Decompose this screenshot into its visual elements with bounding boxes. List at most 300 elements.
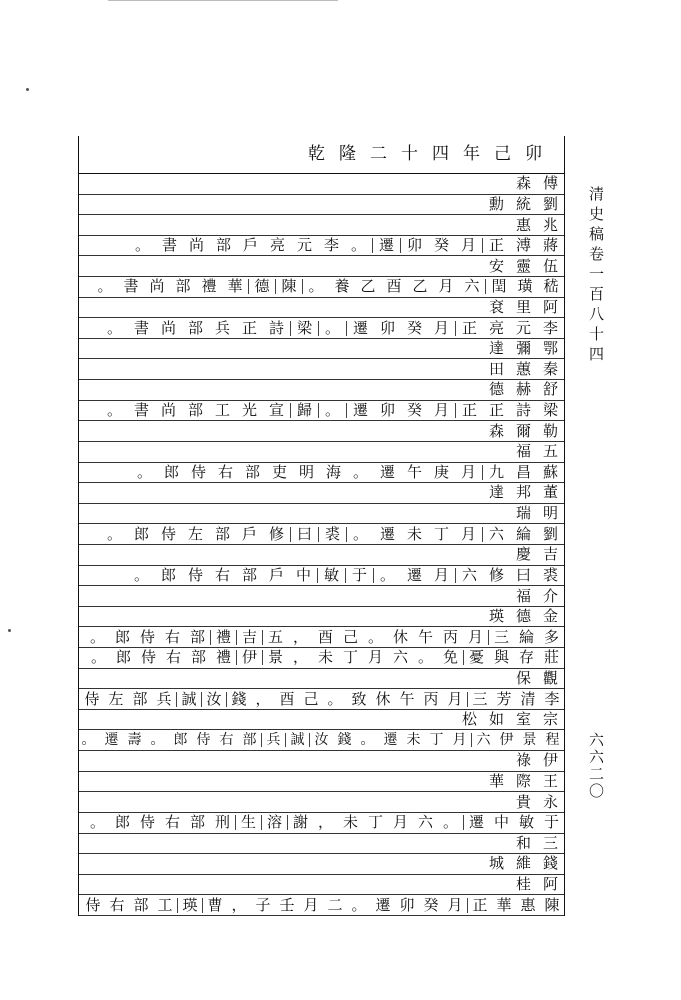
entry-char: 惠 xyxy=(515,215,531,234)
entry-char: 城 xyxy=(488,854,504,873)
entry-char: 月 xyxy=(433,401,449,420)
entry-char: 郎 xyxy=(133,524,149,543)
entry-char: 明 xyxy=(298,462,314,481)
entry-char: 己 xyxy=(342,627,358,646)
entry-char: 部 xyxy=(244,462,260,481)
table-row xyxy=(79,689,564,710)
entry-char: 侍 xyxy=(140,648,156,667)
entry-char: 誠 xyxy=(176,692,201,707)
entry-char: 養 xyxy=(334,277,350,296)
entry-char: 室 xyxy=(515,710,531,729)
entry-char: 侍 xyxy=(160,524,176,543)
entry-char: 錢 xyxy=(337,732,352,749)
table-row xyxy=(79,174,564,195)
entry-char: 靈 xyxy=(515,256,531,275)
entry-char: 五 xyxy=(542,442,558,461)
entry-char: 遷 xyxy=(372,238,400,253)
table-row xyxy=(79,813,564,834)
entry-char: 金 xyxy=(542,607,558,626)
table-row xyxy=(79,545,564,566)
table-row xyxy=(79,401,564,422)
entry-char: 休 xyxy=(375,689,391,708)
entry-char: 兵 xyxy=(156,689,172,708)
table-row xyxy=(79,792,564,813)
entry-char: 刑 xyxy=(214,813,230,832)
entry-char: 月 xyxy=(447,689,463,708)
entry-char: ， xyxy=(317,813,333,832)
entry-char: 昌 xyxy=(515,462,531,481)
entry-char: 田 xyxy=(488,359,504,378)
entry-char: 月 xyxy=(452,732,467,749)
entry-char: 中 xyxy=(493,813,509,832)
entry-char: 溶 xyxy=(261,815,287,830)
entry-char: 阿 xyxy=(542,875,558,894)
table-row xyxy=(79,854,564,875)
entry-char: 遷 xyxy=(346,321,374,336)
entry-char: 郎 xyxy=(114,813,130,832)
entry-char: 兆 xyxy=(542,215,558,234)
entry-char: 月 xyxy=(367,648,383,667)
entry-char: ， xyxy=(292,648,308,667)
entry-char: 宗 xyxy=(542,710,558,729)
entry-char: 蔣 xyxy=(542,236,558,255)
entry-char: 如 xyxy=(488,710,504,729)
entry-char: 維 xyxy=(515,854,531,873)
entry-char: 與 xyxy=(493,648,509,667)
table-row xyxy=(79,360,564,381)
entry-char: 華 xyxy=(496,895,512,914)
entry-char: 。 xyxy=(417,648,433,667)
entry-char: 郎 xyxy=(163,462,179,481)
entry-char: 侍 xyxy=(196,732,211,749)
entry-char: 舒 xyxy=(542,380,558,399)
entry-char: 癸 xyxy=(406,401,422,420)
entry-char: 彌 xyxy=(515,339,531,358)
entry-char: 秦 xyxy=(542,359,558,378)
entry-char: 侍 xyxy=(190,462,206,481)
entry-char: 。 xyxy=(352,462,368,481)
entry-char: 部 xyxy=(133,895,149,914)
entry-char: 邦 xyxy=(515,483,531,502)
table-row xyxy=(79,875,564,896)
table-row xyxy=(79,524,564,545)
entry-char: 。 xyxy=(351,895,367,914)
table-row xyxy=(79,648,564,669)
entry-char: 左 xyxy=(187,524,203,543)
entry-char: 錢 xyxy=(226,692,251,707)
entry-char: 丁 xyxy=(433,524,449,543)
entry-char: 癸 xyxy=(406,318,422,337)
table-row xyxy=(79,731,564,752)
entry-char: 九 xyxy=(482,465,510,480)
table-row xyxy=(79,751,564,772)
entry-char: 貴 xyxy=(515,792,531,811)
entry-char: 程 xyxy=(545,732,560,749)
entry-char: 。 xyxy=(318,403,346,418)
scan-speck xyxy=(26,88,29,91)
entry-char: 蕙 xyxy=(515,359,531,378)
entry-char: 。 xyxy=(133,565,149,584)
table-row xyxy=(79,586,564,607)
entry-char: 遷 xyxy=(375,895,391,914)
entry-char: 李 xyxy=(542,318,558,337)
entry-char: 嵇 xyxy=(543,277,559,296)
entry-char: 華 xyxy=(227,277,243,296)
entry-char: 月 xyxy=(460,236,476,255)
entry-char: 中 xyxy=(295,565,311,584)
entry-char: 敏 xyxy=(518,813,534,832)
entry-char: 亮 xyxy=(488,318,504,337)
entry-char: 勳 xyxy=(488,194,504,213)
entry-char: 敏 xyxy=(317,568,345,583)
entry-char: 安 xyxy=(488,256,504,275)
entry-char: 汝 xyxy=(201,692,226,707)
entry-char: 乙 xyxy=(360,277,376,296)
table-header-row xyxy=(79,136,564,174)
entry-char: 六 xyxy=(471,733,495,747)
entry-char: 書 xyxy=(133,401,149,420)
entry-char: 。 xyxy=(97,277,113,296)
entry-char: 華 xyxy=(488,772,504,791)
entry-char: 。 xyxy=(327,689,343,708)
scan-speck xyxy=(8,629,11,632)
table-row xyxy=(79,421,564,442)
entry-char: 酉 xyxy=(317,627,333,646)
entry-char: 王 xyxy=(542,772,558,791)
entry-char: 遷 xyxy=(463,815,489,830)
entry-char: 德 xyxy=(488,380,504,399)
entry-char: 劉 xyxy=(542,194,558,213)
table-row xyxy=(79,566,564,587)
entry-char: 德 xyxy=(515,607,531,626)
entry-char: 。 xyxy=(106,401,122,420)
table-row xyxy=(79,215,564,236)
entry-char: 郎 xyxy=(114,627,130,646)
entry-char: 爾 xyxy=(515,421,531,440)
entry-char: 侍 xyxy=(84,689,100,708)
entry-char: 部 xyxy=(241,565,257,584)
entry-char: 景 xyxy=(262,650,288,665)
entry-char: 福 xyxy=(515,442,531,461)
entry-char: 月 xyxy=(433,565,449,584)
entry-char: 尚 xyxy=(160,401,176,420)
entry-char: 際 xyxy=(515,772,531,791)
entry-char: 卯 xyxy=(400,238,428,253)
entry-char: 兵 xyxy=(214,318,230,337)
entry-char: 左 xyxy=(108,689,124,708)
entry-char: 右 xyxy=(217,462,233,481)
entry-char: 戶 xyxy=(242,236,258,255)
entry-char: 午 xyxy=(417,627,433,646)
entry-char: 于 xyxy=(345,568,373,583)
entry-char: 。 xyxy=(89,813,105,832)
entry-char: 尚 xyxy=(149,277,165,296)
entry-char: 兵 xyxy=(261,733,285,747)
entry-char: 庚 xyxy=(433,462,449,481)
entry-char: 部 xyxy=(175,277,191,296)
entry-char: 月 xyxy=(467,627,483,646)
entry-char: 未 xyxy=(317,648,333,667)
entry-char: 未 xyxy=(406,524,422,543)
table-row xyxy=(79,463,564,484)
entry-char: 遷 xyxy=(346,403,374,418)
entry-char: 月 xyxy=(447,895,463,914)
entry-char: 己 xyxy=(303,689,319,708)
entry-char: 松 xyxy=(461,710,477,729)
entry-char: 惠 xyxy=(520,895,536,914)
entry-char: 丙 xyxy=(442,627,458,646)
entry-char: 莊 xyxy=(543,648,559,667)
entry-char: 二 xyxy=(327,895,343,914)
entry-char: 午 xyxy=(406,462,422,481)
entry-char: 阿 xyxy=(542,297,558,316)
entry-char: 梁 xyxy=(542,401,558,420)
entry-char: 禮 xyxy=(210,630,236,645)
entry-char: 休 xyxy=(392,627,408,646)
entry-char: 憂 xyxy=(463,650,489,665)
entry-char: 部 xyxy=(189,627,205,646)
entry-char: 歸 xyxy=(290,403,318,418)
entry-char: 部 xyxy=(189,813,205,832)
entry-char: 達 xyxy=(488,339,504,358)
table-row xyxy=(79,772,564,793)
entry-char: 。 xyxy=(89,627,105,646)
entry-char: 六 xyxy=(482,527,510,542)
entry-char: 書 xyxy=(161,236,177,255)
entry-char: 禮 xyxy=(201,277,217,296)
entry-char: 吏 xyxy=(271,462,287,481)
entry-char: 瑛 xyxy=(177,898,202,913)
entry-char: 月 xyxy=(433,318,449,337)
entry-char: 部 xyxy=(187,401,203,420)
entry-char: 多 xyxy=(543,627,559,646)
entry-char: 右 xyxy=(214,565,230,584)
entry-char: 于 xyxy=(543,813,559,832)
entry-char: 月 xyxy=(460,524,476,543)
entry-char: 生 xyxy=(235,815,261,830)
entry-char: 正 xyxy=(241,318,257,337)
entry-char: 森 xyxy=(488,421,504,440)
entry-char: 戶 xyxy=(241,524,257,543)
entry-char: 郎 xyxy=(160,565,176,584)
entry-char: 李 xyxy=(323,236,339,255)
entry-char: 璜 xyxy=(517,277,533,296)
entry-char: 工 xyxy=(157,895,173,914)
entry-char: 部 xyxy=(214,524,230,543)
entry-char: 。 xyxy=(134,236,150,255)
entry-char: 鄂 xyxy=(542,339,558,358)
entry-char: 永 xyxy=(542,792,558,811)
entry-char: 。 xyxy=(373,568,401,583)
entry-char: 酉 xyxy=(386,277,402,296)
entry-char: 伊 xyxy=(542,751,558,770)
entry-char: 劉 xyxy=(542,524,558,543)
entry-char: 六 xyxy=(464,277,480,296)
entry-char: 陳 xyxy=(544,895,560,914)
entry-char: 錢 xyxy=(542,854,558,873)
entry-char: 正 xyxy=(455,321,483,336)
entry-char: 曹 xyxy=(202,898,227,913)
entry-char: 癸 xyxy=(423,895,439,914)
entry-char: 遷 xyxy=(383,732,398,749)
entry-char: 。 xyxy=(360,732,375,749)
entry-char: 光 xyxy=(241,401,257,420)
entry-char: 未 xyxy=(342,813,358,832)
entry-char: 詩 xyxy=(268,318,284,337)
entry-char: 綸 xyxy=(515,524,531,543)
scan-edge-line xyxy=(108,0,338,1)
table-row xyxy=(79,669,564,690)
entry-char: 丁 xyxy=(429,732,444,749)
year-header: 乾隆二十四年己卯 xyxy=(308,144,556,164)
table-row xyxy=(79,195,564,216)
entry-char: 觀 xyxy=(542,668,558,687)
entry-char: 侍 xyxy=(139,627,155,646)
table-row xyxy=(79,298,564,319)
entry-char: 伍 xyxy=(542,256,558,275)
entry-char: 三 xyxy=(542,833,558,852)
entry-char: 裘 xyxy=(318,527,346,542)
entry-char: 書 xyxy=(123,277,139,296)
entry-char: 介 xyxy=(542,586,558,605)
entry-char: 梁 xyxy=(290,321,318,336)
entry-char: 月 xyxy=(303,895,319,914)
entry-char: 禮 xyxy=(215,648,231,667)
entry-char: 清 xyxy=(520,689,536,708)
entry-char: 免 xyxy=(442,648,458,667)
table-row xyxy=(79,834,564,855)
entry-char: 六 xyxy=(392,648,408,667)
entry-char: 謝 xyxy=(287,815,313,830)
table-row xyxy=(79,627,564,648)
entry-char: 。 xyxy=(302,279,329,294)
entry-char: 瑛 xyxy=(488,607,504,626)
entry-char: 溥 xyxy=(515,236,531,255)
entry-char: 正 xyxy=(455,403,483,418)
entry-char: 。 xyxy=(90,648,106,667)
entry-char: 正 xyxy=(467,898,492,913)
table-row xyxy=(79,504,564,525)
entry-char: 右 xyxy=(164,813,180,832)
entry-char: 修 xyxy=(268,524,284,543)
entry-char: 遷 xyxy=(406,565,422,584)
entry-char: 董 xyxy=(542,483,558,502)
entry-char: 明 xyxy=(542,504,558,523)
entry-char: 瑞 xyxy=(515,504,531,523)
entry-char: 。 xyxy=(346,527,374,542)
table-row xyxy=(79,380,564,401)
entry-char: 致 xyxy=(351,689,367,708)
table-row xyxy=(79,236,564,257)
entry-char: 蘇 xyxy=(542,462,558,481)
entry-char: 李 xyxy=(544,689,560,708)
entry-char: 五 xyxy=(262,630,288,645)
entry-char: 部 xyxy=(215,236,231,255)
entry-char: 。 xyxy=(106,524,122,543)
entry-char: 修 xyxy=(488,565,504,584)
page-number: 六六二〇 xyxy=(587,732,605,800)
entry-char: 赫 xyxy=(515,380,531,399)
entry-char: 月 xyxy=(392,813,408,832)
entry-char: 戶 xyxy=(268,565,284,584)
entry-char: ， xyxy=(255,689,271,708)
entry-char: 曰 xyxy=(290,527,318,542)
entry-char: 。 xyxy=(442,813,458,832)
table-row xyxy=(79,710,564,731)
entry-char: 午 xyxy=(399,689,415,708)
table-row xyxy=(79,318,564,339)
entry-char: 正 xyxy=(482,238,510,253)
entry-char: 書 xyxy=(133,318,149,337)
entry-char: 景 xyxy=(522,732,537,749)
entry-char: 部 xyxy=(132,689,148,708)
entry-char: ， xyxy=(231,895,247,914)
entry-char: 未 xyxy=(406,732,421,749)
entry-char: 丁 xyxy=(367,813,383,832)
entry-char: 。 xyxy=(106,318,122,337)
entry-char: 乙 xyxy=(412,277,428,296)
entry-char: 德 xyxy=(248,279,275,294)
entry-char: 袞 xyxy=(488,297,504,316)
entry-char: 卯 xyxy=(379,401,395,420)
entry-char: 侍 xyxy=(187,565,203,584)
table-row xyxy=(79,442,564,463)
entry-char: 詩 xyxy=(515,401,531,420)
table-row xyxy=(79,277,564,298)
entry-char: ， xyxy=(292,627,308,646)
entry-char: 吉 xyxy=(236,630,262,645)
entry-char: 里 xyxy=(515,297,531,316)
entry-char: 。 xyxy=(318,321,346,336)
entry-char: 曰 xyxy=(515,565,531,584)
entry-char: 統 xyxy=(515,194,531,213)
entry-char: 部 xyxy=(242,732,257,749)
entry-char: 三 xyxy=(467,692,492,707)
entry-char: 酉 xyxy=(279,689,295,708)
entry-char: 誠 xyxy=(285,733,309,747)
entry-char: 侍 xyxy=(85,895,101,914)
entry-char: 綸 xyxy=(518,627,534,646)
entry-char: 右 xyxy=(219,732,234,749)
entry-char: 壽 xyxy=(127,732,142,749)
entry-char: 尚 xyxy=(160,318,176,337)
entry-char: 陳 xyxy=(275,279,302,294)
entry-char: 工 xyxy=(214,401,230,420)
entry-char: 三 xyxy=(488,630,514,645)
entry-char: 遷 xyxy=(104,732,119,749)
entry-char: 元 xyxy=(296,236,312,255)
entry-char: 桂 xyxy=(515,875,531,894)
entry-char: 部 xyxy=(187,318,203,337)
entry-char: 勒 xyxy=(542,421,558,440)
entry-char: 傅 xyxy=(542,174,558,193)
entry-char: 侍 xyxy=(139,813,155,832)
entry-char: 和 xyxy=(515,833,531,852)
entry-char: 尚 xyxy=(188,236,204,255)
official-roster-table xyxy=(78,136,565,916)
entry-char: 亮 xyxy=(269,236,285,255)
entry-char: 達 xyxy=(488,483,504,502)
entry-char: 壬 xyxy=(279,895,295,914)
entry-char: 月 xyxy=(460,462,476,481)
entry-char: 。 xyxy=(150,732,165,749)
entry-char: 丙 xyxy=(423,689,439,708)
entry-char: 遷 xyxy=(379,524,395,543)
entry-char: 福 xyxy=(515,586,531,605)
entry-char: 六 xyxy=(417,813,433,832)
entry-char: 。 xyxy=(350,236,366,255)
entry-char: 存 xyxy=(518,648,534,667)
